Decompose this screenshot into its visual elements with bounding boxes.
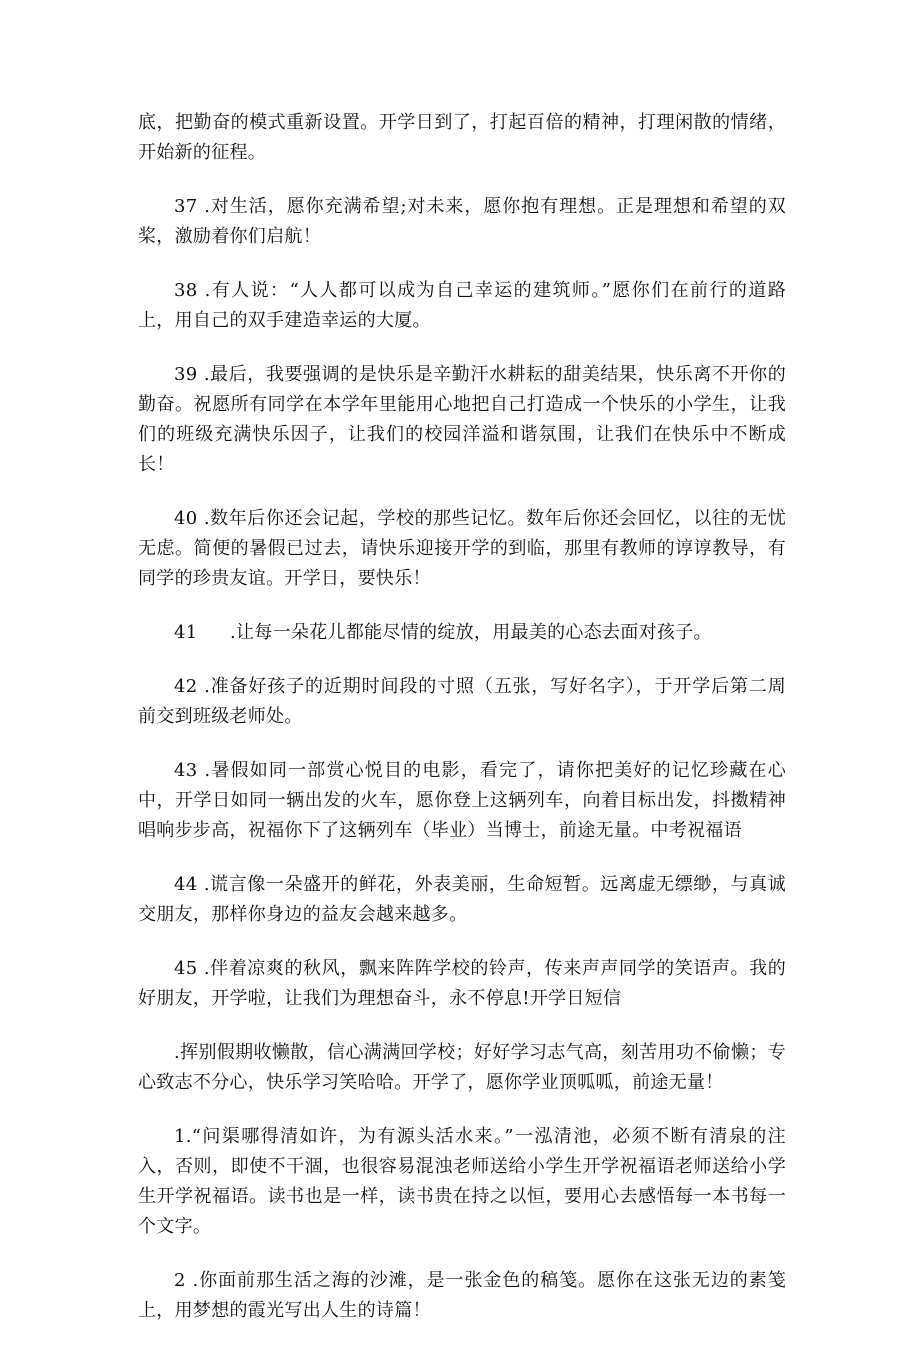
paragraph-text: .最后，我要强调的是快乐是辛勤汗水耕耘的甜美结果，快乐离不开你的勤奋。祝愿所有同学在本学年里能用心地把自己打造成一个快乐的小学生，让我们的班级充满快乐因子，让我们的校园洋溢和谐氛围，让我们在快乐中不断成长！ — [138, 364, 786, 475]
paragraph-2 — [138, 1266, 786, 1326]
paragraph-number: 1. — [174, 1126, 192, 1147]
paragraph-continuation — [138, 108, 786, 168]
paragraph-number: 38 — [174, 280, 198, 301]
paragraph-41 — [138, 618, 786, 648]
document-body — [138, 108, 786, 1350]
paragraph-number: 42 — [174, 676, 198, 697]
paragraph-text: “问渠哪得清如许，为有源头活水来。”一泓清池，必须不断有清泉的注入，否则，即使不干涸，也很容易混浊老师送给小学生开学祝福语老师送给小学生开学祝福语。读书也是一样，读书贵在持之以恒，要用心去感悟每一本书每一个文字。 — [138, 1126, 786, 1237]
paragraph-text: .你面前那生活之海的沙滩，是一张金色的稿笺。愿你在这张无边的素笺上，用梦想的霞光写出人生的诗篇！ — [138, 1270, 786, 1321]
paragraph-number: 40 — [174, 508, 198, 529]
paragraph-text: .伴着凉爽的秋风，飘来阵阵学校的铃声，传来声声同学的笑语声。我的好朋友，开学啦，让我们为理想奋斗，永不停息!开学日短信 — [138, 958, 786, 1009]
paragraph-40 — [138, 504, 786, 594]
paragraph-number: 39 — [174, 364, 198, 385]
paragraph-45 — [138, 954, 786, 1014]
paragraph-unnumbered — [138, 1038, 786, 1098]
paragraph-text: 底，把勤奋的模式重新设置。开学日到了，打起百倍的精神，打理闲散的情绪，开始新的征程。 — [138, 112, 786, 163]
paragraph-37 — [138, 192, 786, 252]
paragraph-text: .对生活，愿你充满希望;对未来，愿你抱有理想。正是理想和希望的双桨，激励着你们启航！ — [138, 196, 786, 247]
paragraph-38 — [138, 276, 786, 336]
paragraph-text: .数年后你还会记起，学校的那些记忆。数年后你还会回忆，以往的无忧无虑。简便的暑假已过去，请快乐迎接开学的到临，那里有教师的谆谆教导，有同学的珍贵友谊。开学日，要快乐！ — [138, 508, 786, 589]
paragraph-text: .准备好孩子的近期时间段的寸照（五张，写好名字），于开学后第二周前交到班级老师处。 — [138, 676, 786, 727]
paragraph-39 — [138, 360, 786, 480]
paragraph-text: .让每一朵花儿都能尽情的绽放，用最美的心态去面对孩子。 — [230, 622, 712, 643]
paragraph-number: 43 — [174, 760, 198, 781]
paragraph-42 — [138, 672, 786, 732]
paragraph-text: .挥别假期收懒散，信心满满回学校；好好学习志气高，刻苦用功不偷懒；专心致志不分心，快乐学习笑哈哈。开学了，愿你学业顶呱呱，前途无量！ — [138, 1042, 786, 1093]
paragraph-number: 41 — [174, 622, 198, 643]
paragraph-number: 44 — [174, 874, 198, 895]
paragraph-number: 2 — [174, 1270, 186, 1291]
paragraph-1 — [138, 1122, 786, 1242]
paragraph-text: .有人说：“人人都可以成为自己幸运的建筑师。”愿你们在前行的道路上，用自己的双手建造幸运的大厦。 — [138, 280, 786, 331]
paragraph-text: .谎言像一朵盛开的鲜花，外表美丽，生命短暂。远离虚无缥缈，与真诚交朋友，那样你身边的益友会越来越多。 — [138, 874, 786, 925]
paragraph-text: .暑假如同一部赏心悦目的电影，看完了，请你把美好的记忆珍藏在心中，开学日如同一辆出发的火车，愿你登上这辆列车，向着目标出发，抖擞精神唱响步步高，祝福你下了这辆列车（毕业）当博士，前途无量。中考祝福语 — [138, 760, 786, 841]
paragraph-number: 37 — [174, 196, 198, 217]
paragraph-43 — [138, 756, 786, 846]
paragraph-44 — [138, 870, 786, 930]
paragraph-number: 45 — [174, 958, 198, 979]
